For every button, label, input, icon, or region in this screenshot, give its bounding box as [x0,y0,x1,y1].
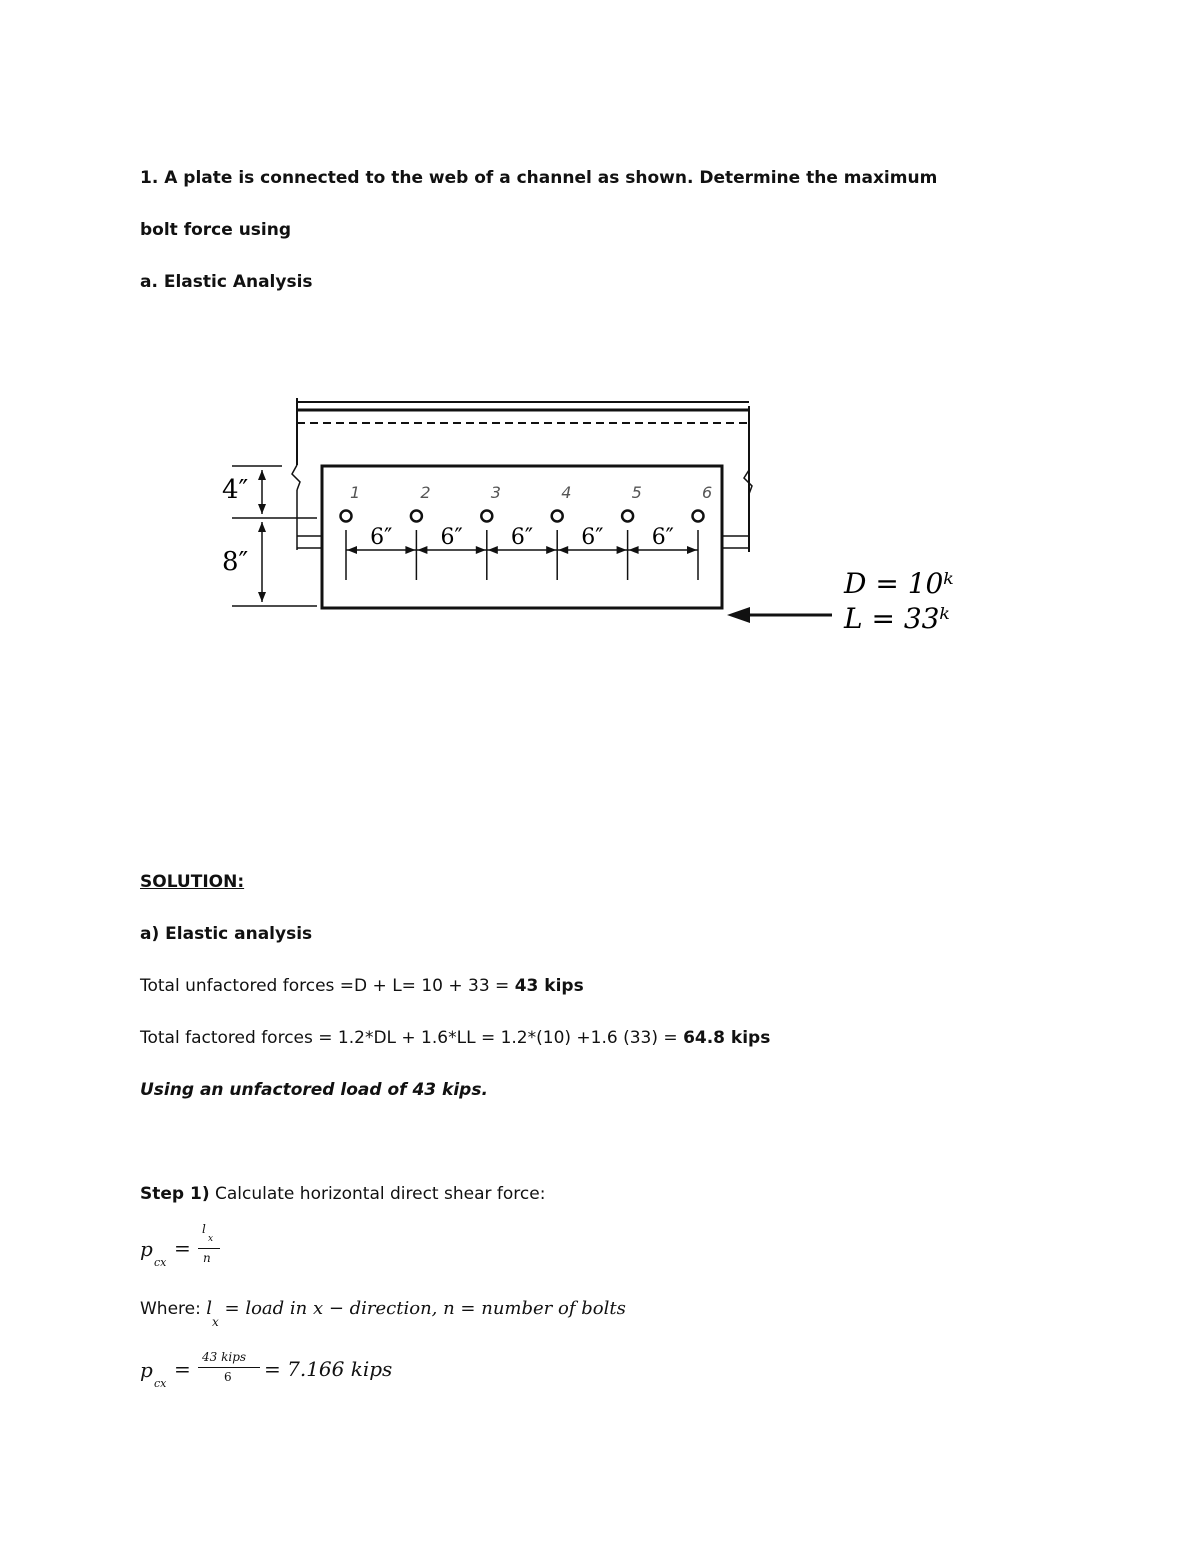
eq2-numerator: 43 kips [202,1350,247,1364]
step1-text: Calculate horizontal direct shear force: [209,1184,546,1204]
factored-forces-line [140,1028,770,1048]
equation-pcx-result [140,1348,440,1392]
spacing-arrowhead [347,546,357,554]
bolt-number-3: 3 [490,483,501,502]
spacing-label: 6″ [370,525,393,550]
unfactored-text: Total unfactored forces =D + L= 10 + 33 = [140,976,515,996]
where-label: Where: [140,1299,207,1319]
spacing-arrowhead [629,546,639,554]
spacing-label: 6″ [510,525,534,550]
eq2-fraction-bar [198,1367,260,1368]
problem-line-2: bolt force using [140,220,292,240]
bolt-2 [411,511,422,522]
bolt-number-6: 6 [702,483,713,502]
spacing-label: 6″ [440,525,463,550]
eq1-denominator: n [203,1251,211,1265]
spacing-arrowhead [488,546,498,554]
eq2-p: p [140,1358,153,1382]
spacing-arrowhead [546,546,556,554]
dim-8-label: 8″ [222,547,249,577]
eq1-fraction-bar [198,1248,220,1249]
step1-line [140,1184,545,1204]
bolt-3 [481,511,492,522]
load-D-label: D = 10ᵏ [844,567,954,600]
bolt-5 [622,511,633,522]
load-L-label: L = 33ᵏ [844,602,950,635]
eq2-result: = 7.166 kips [264,1357,393,1381]
solution-subheading: a) Elastic analysis [140,924,313,944]
spacing-arrowhead [687,546,697,554]
eq1-numerator: l [202,1222,206,1236]
problem-line-3: a. Elastic Analysis [140,272,313,292]
eq2-equals: = [174,1357,191,1381]
dim-4-label: 4″ [222,475,249,505]
step1-label: Step 1) [140,1184,210,1204]
bolt-4 [552,511,563,522]
bolt-group [341,511,704,522]
where-line [140,1298,626,1332]
bolt-1 [341,511,352,522]
break-line-left [292,465,300,490]
problem-line-1: 1. A plate is connected to the web of a channel as shown. Determine the maximum [140,168,938,188]
eq1-subscript: cx [154,1256,167,1269]
spacing-arrowhead [405,546,415,554]
factored-value: 64.8 kips [683,1028,771,1048]
eq1-numerator-subscript: x [208,1234,214,1244]
spacing-arrowhead [417,546,427,554]
equation-pcx-formula [140,1222,260,1272]
spacing-label: 6″ [651,525,674,550]
bolt-number-4: 4 [561,483,572,502]
spacing-label: 6″ [581,525,604,550]
unfactored-value: 43 kips [514,976,584,996]
factored-text: Total factored forces = 1.2*DL + 1.6*LL = 1.2*(10) +1.6 (33) = [140,1028,684,1048]
connection-figure [222,390,962,660]
solution-heading: SOLUTION: [140,872,245,892]
unfactored-forces-line [140,976,584,996]
eq1-equals: = [174,1236,191,1260]
eq2-denominator: 6 [224,1370,232,1384]
bolt-number-2: 2 [420,483,431,502]
where-l: l [206,1298,213,1319]
eq2-subscript: cx [154,1377,167,1390]
where-definition: = load in x − direction, n = number of bolts [218,1298,626,1319]
bolt-number-1: 1 [350,483,361,502]
load-note: Using an unfactored load of 43 kips. [140,1080,488,1100]
bolt-number-labels [350,483,712,502]
spacing-arrowhead [476,546,486,554]
eq1-p: p [140,1237,153,1261]
bolt-number-5: 5 [631,483,642,502]
bolt-6 [693,511,704,522]
spacing-arrowhead [617,546,627,554]
spacing-arrowhead [558,546,568,554]
where-subscript: x [212,1315,219,1329]
load-arrowhead [727,607,750,623]
